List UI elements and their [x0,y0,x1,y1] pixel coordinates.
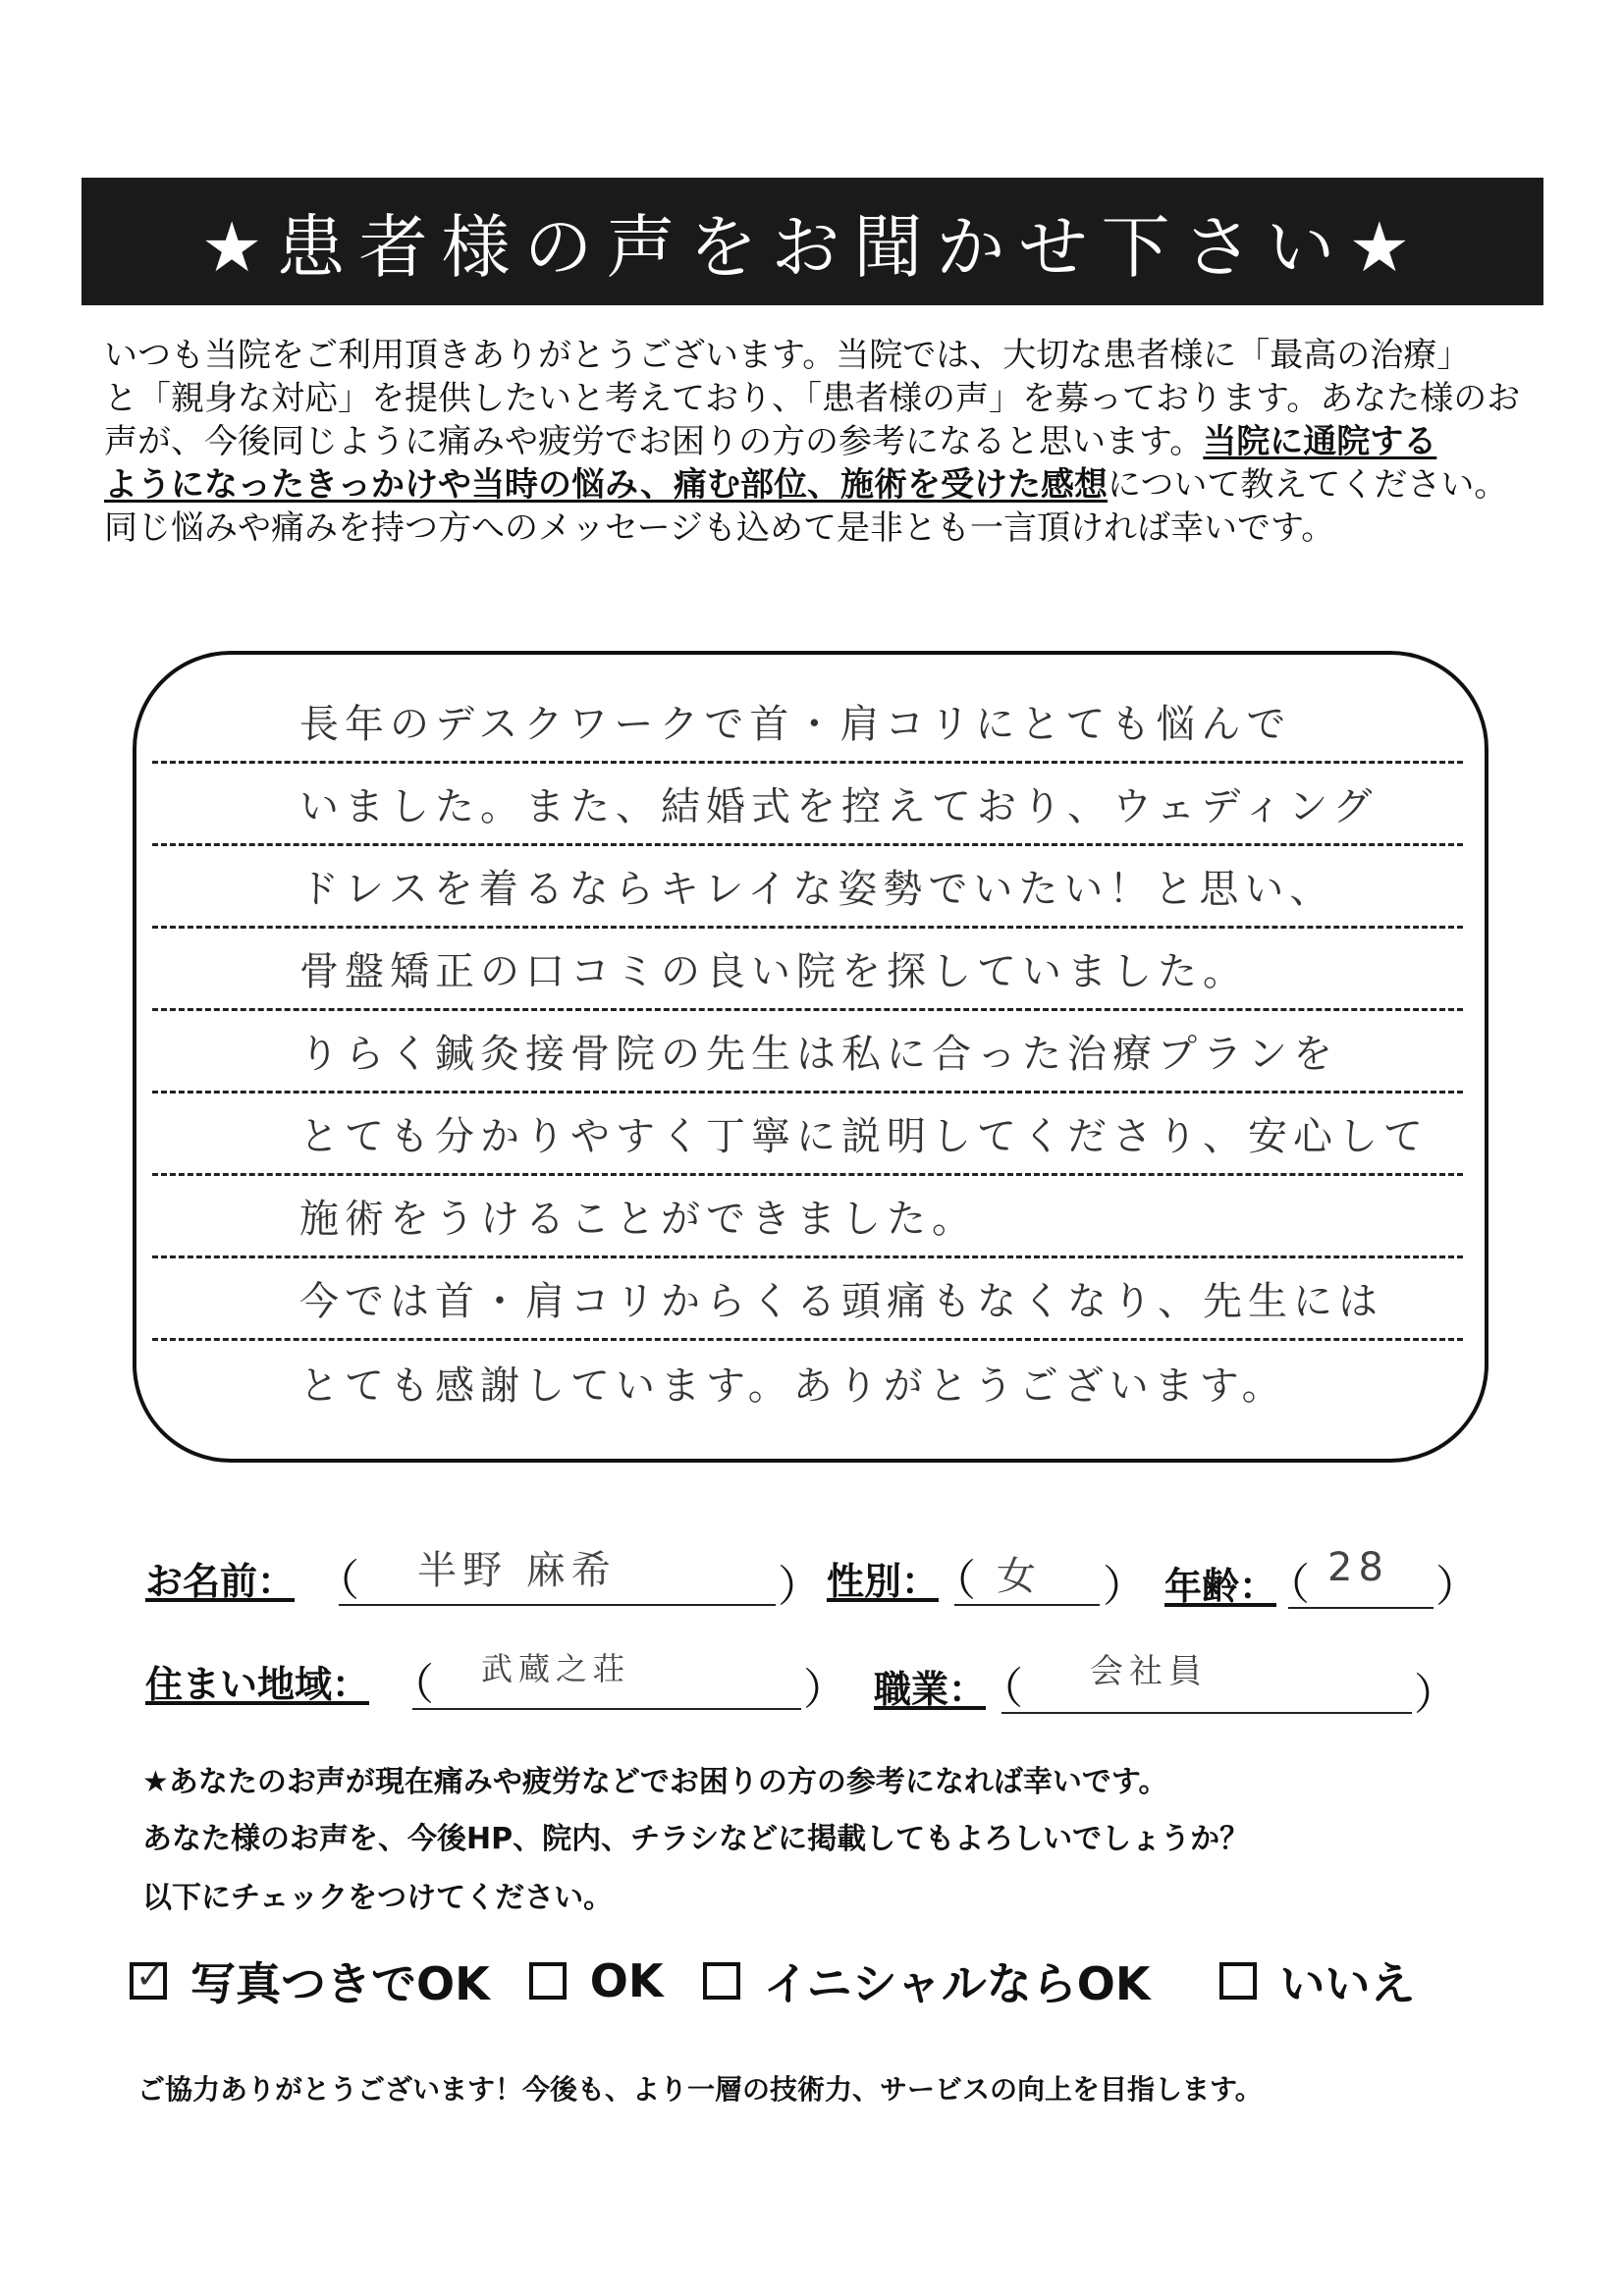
gender-field[interactable]: 女 [997,1554,1042,1599]
message-line: りらく鍼灸接骨院の先生は私に合った治療プランを [152,1011,1463,1094]
close-paren: ） [778,1562,821,1612]
message-line: とても分かりやすく丁寧に説明してくださり、安心して [152,1094,1463,1176]
name-underline [339,1604,776,1606]
intro-line: 同じ悩みや痛みを持つ方へのメッセージも込めて是非とも一言頂ければ幸いです。 [104,508,1335,548]
job-field[interactable]: 会社員 [1090,1652,1208,1691]
initials-ok-checkbox[interactable] [703,1962,740,2000]
open-paren: （ [1267,1560,1310,1610]
note-line: あなた様のお声を、今後HP、院内、チラシなどに掲載してもよろしいでしょうか？ [142,1822,1250,1856]
open-paren: （ [391,1660,434,1710]
close-paren: ） [803,1665,846,1715]
message-line: とても感謝しています。ありがとうございます。 [299,1362,1287,1409]
open-paren: （ [316,1556,359,1606]
message-line: 骨盤矯正の口コミの良い院を探していました。 [152,929,1463,1011]
area-underline [412,1708,801,1710]
option-label: いいえ [1279,1957,1416,2010]
close-paren: ） [1414,1670,1457,1720]
option-label: OK [589,1954,664,2007]
job-underline [1001,1712,1412,1714]
job-label: 職業： [874,1668,987,1711]
area-field[interactable]: 武蔵之荘 [481,1650,631,1687]
intro-emphasis: 当院に通院する [1203,422,1437,461]
ok-checkbox[interactable] [529,1962,567,2000]
message-line: ドレスを着るならキレイな姿勢でいたい！と思い、 [152,846,1463,929]
message-line: 今では首・肩コリからくる頭痛もなくなり、先生には [152,1258,1463,1341]
intro-line: いつも当院をご利用頂きありがとうございます。当院では、大切な患者様に「最高の治療」 [104,336,1471,375]
name-label: お名前： [145,1560,296,1603]
message-line: いました。また、結婚式を控えており、ウェディング [152,764,1463,846]
intro-plain: について教えてください。 [1108,465,1508,505]
footer-text: ご協力ありがとうございます！今後も、より一層の技術力、サービスの向上を目指します。 [137,2073,1263,2106]
note-line: ★あなたのお声が現在痛みや疲労などでお困りの方の参考になれば幸いです。 [142,1765,1168,1799]
option-label: 写真つきでOK [190,1957,490,2010]
message-line: 施術をうけることができました。 [152,1176,1463,1258]
age-label: 年齢： [1164,1565,1277,1608]
gender-label: 性別： [827,1560,940,1603]
age-field[interactable]: 28 [1327,1545,1389,1590]
area-label: 住まい地域： [145,1663,370,1706]
title-banner [81,178,1543,305]
title-text: ★患者様の声をお聞かせ下さい★ [200,206,1425,288]
message-line: 長年のデスクワークで首・肩コリにとても悩んで [152,681,1463,764]
option-label: イニシャルならOK [763,1957,1151,2010]
consent-options [130,1951,1455,2010]
age-underline [1288,1607,1434,1609]
check-mark-icon: ✓ [135,1956,166,1997]
intro-line [104,463,1538,507]
intro-plain: 声が、今後同じように痛みや疲労でお困りの方の参考になると思います。 [104,422,1204,461]
close-paren: ） [1435,1562,1479,1612]
photo-ok-checkbox[interactable] [130,1956,167,2000]
no-checkbox[interactable] [1219,1962,1257,2000]
intro-line: と「親身な対応」を提供したいと考えており、「患者様の声」を募っております。あなた様のお [104,379,1521,418]
intro-text [104,334,1538,550]
close-paren: ） [1103,1562,1146,1612]
name-field[interactable]: 半野 麻希 [417,1548,617,1593]
gender-underline [954,1604,1100,1606]
open-paren: （ [933,1556,976,1606]
open-paren: （ [980,1664,1023,1714]
intro-line [104,420,1538,463]
intro-emphasis: ようになったきっかけや当時の悩み、痛む部位、施術を受けた感想 [104,465,1109,505]
note-line: 以下にチェックをつけてください。 [142,1881,614,1915]
